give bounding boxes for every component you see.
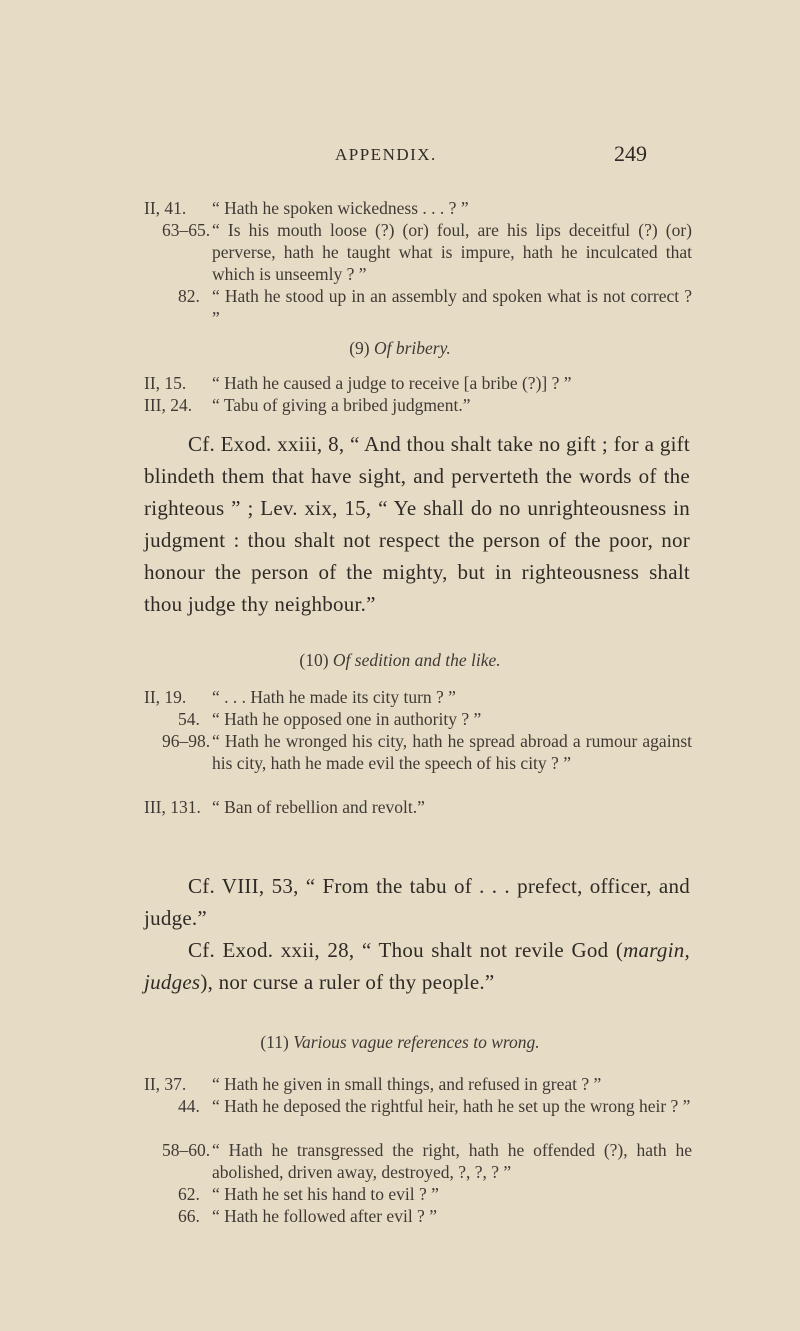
ref-number: 44.: [178, 1096, 200, 1116]
ref-entry: [0, 686, 800, 708]
ref-text: “ Hath he spoken wickedness . . . ? ”: [212, 198, 469, 218]
ref-text: “ Hath he set his hand to evil ? ”: [212, 1184, 439, 1204]
ref-entry: [0, 1073, 800, 1095]
section-9-refs: [0, 372, 800, 416]
section-10-heading: [0, 650, 800, 671]
ref-number: II, 15.: [144, 373, 187, 393]
page-number: 249: [614, 141, 647, 166]
ref-text: “ Hath he stood up in an assembly and spoken what is not correct ? ”: [212, 286, 692, 328]
section-title: Of sedition and the like.: [332, 650, 501, 670]
ref-entry: [0, 1139, 800, 1183]
section-10-refs: [0, 686, 800, 818]
ref-number: II, 19.: [144, 687, 187, 707]
section-11-heading: [0, 1032, 800, 1053]
ref-text: “ Hath he deposed the rightful heir, hath he set up the wrong heir ? ”: [212, 1096, 691, 1116]
ref-number: III, 131.: [144, 797, 201, 817]
ref-number: 58–60.: [162, 1140, 211, 1160]
ref-entry: [0, 1183, 800, 1205]
ref-entry: [0, 708, 800, 730]
section-9-commentary: [144, 428, 690, 620]
page-header: [0, 141, 800, 175]
section-8-refs: [0, 197, 800, 329]
section-number: (10): [299, 650, 329, 670]
ref-text: “ Hath he wronged his city, hath he spread abroad a rumour against his city, hath he made evil the speech of his city ? ”: [212, 731, 692, 773]
ref-text: “ Is his mouth loose (?) (or) foul, are his lips deceitful (?) (or) perverse, hath he taught what is impure, hath he inculcated that which is unseemly ? ”: [212, 220, 692, 284]
section-number: (9): [349, 338, 370, 358]
ref-entry: [0, 372, 800, 394]
commentary-text-1: Cf. VIII, 53, “ From the tabu of . . . prefect, officer, and judge.”: [144, 874, 690, 930]
commentary-part: ), nor curse a ruler of thy people.”: [200, 970, 495, 994]
ref-number: III, 24.: [144, 395, 193, 415]
commentary-text: Cf. Exod. xxiii, 8, “ And thou shalt take no gift ; for a gift blindeth them that have sight, and perverteth the words of the righteous ” ; Lev. xix, 15, “ Ye shall do no unrighteousness in judgment : thou shalt not respect the person of the poor, nor honour the person of the mighty, but in righteousness shalt thou judge thy neighbour.”: [144, 432, 690, 616]
commentary-text-2: [144, 934, 690, 998]
ref-number: 62.: [178, 1184, 200, 1204]
commentary-italic: margin, judges: [144, 938, 690, 994]
ref-text: “ Hath he opposed one in authority ? ”: [212, 709, 482, 729]
section-9-heading: [0, 338, 800, 359]
ref-number: II, 41.: [144, 198, 187, 218]
ref-text: “ Hath he transgressed the right, hath he offended (?), hath he abolished, driven away, destroyed, ?, ?, ? ”: [212, 1140, 692, 1182]
ref-text: “ Hath he caused a judge to receive [a bribe (?)] ? ”: [212, 373, 572, 393]
section-11-refs: [0, 1073, 800, 1227]
running-head: APPENDIX.: [335, 145, 437, 164]
section-title: Of bribery.: [373, 338, 451, 358]
ref-text: “ . . . Hath he made its city turn ? ”: [212, 687, 456, 707]
section-title: Various vague references to wrong.: [293, 1032, 540, 1052]
ref-number: 66.: [178, 1206, 200, 1226]
ref-entry: [0, 1095, 800, 1139]
section-10-commentary: [144, 870, 690, 998]
ref-text: “ Hath he given in small things, and refused in great ? ”: [212, 1074, 602, 1094]
ref-number: 96–98.: [162, 731, 211, 751]
ref-entry: [0, 219, 800, 285]
ref-entry: [0, 1205, 800, 1227]
commentary-part: Cf. Exod. xxii, 28, “ Thou shalt not revile God (: [188, 938, 624, 962]
ref-entry: [0, 197, 800, 219]
ref-entry: [0, 285, 800, 329]
ref-number: 63–65.: [162, 220, 211, 240]
ref-entry: [0, 730, 800, 796]
ref-text: “ Tabu of giving a bribed judgment.”: [212, 395, 471, 415]
ref-number: II, 37.: [144, 1074, 187, 1094]
ref-number: 54.: [178, 709, 200, 729]
ref-text: “ Ban of rebellion and revolt.”: [212, 797, 425, 817]
section-number: (11): [260, 1032, 289, 1052]
ref-entry: [0, 394, 800, 416]
ref-text: “ Hath he followed after evil ? ”: [212, 1206, 437, 1226]
ref-entry: [0, 796, 800, 818]
ref-number: 82.: [178, 286, 200, 306]
